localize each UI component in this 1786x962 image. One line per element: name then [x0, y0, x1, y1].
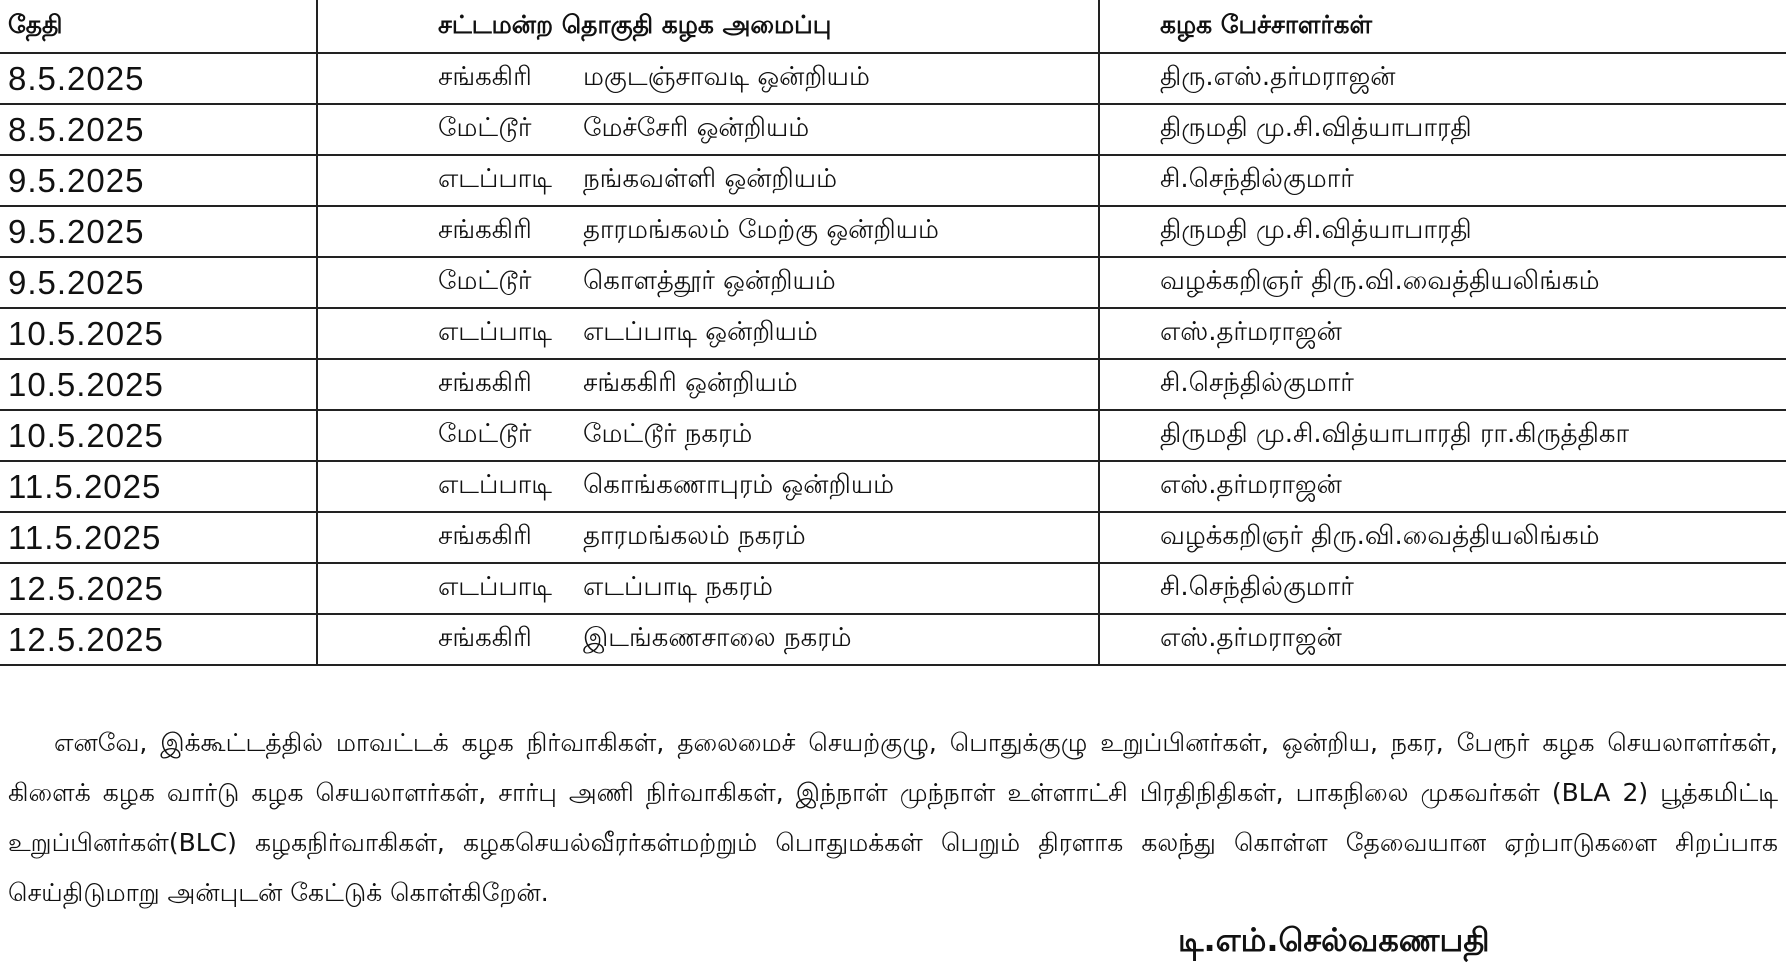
party-unit-name: எடப்பாடி நகரம்: [583, 572, 773, 602]
constituency-unit-cell: [317, 359, 1099, 410]
date-cell: 12.5.2025: [0, 563, 317, 614]
constituency-unit-cell: [317, 563, 1099, 614]
table-row: [0, 308, 1786, 359]
table-row: [0, 512, 1786, 563]
constituency-unit-cell: [317, 512, 1099, 563]
date-cell: 9.5.2025: [0, 257, 317, 308]
party-unit-name: எடப்பாடி ஒன்றியம்: [583, 317, 818, 347]
constituency-name: மேட்டூர்: [438, 266, 532, 296]
date-cell: 10.5.2025: [0, 308, 317, 359]
constituency-name: மேட்டூர்: [438, 419, 532, 449]
constituency-unit-cell: [317, 257, 1099, 308]
date-cell: 9.5.2025: [0, 155, 317, 206]
constituency-name: மேட்டூர்: [438, 113, 532, 143]
table-row: [0, 461, 1786, 512]
constituency-name: எடப்பாடி: [438, 470, 552, 500]
table-row: [0, 206, 1786, 257]
header-constituency-unit: சட்டமன்ற தொகுதி கழக அமைப்பு: [317, 0, 1099, 53]
header-date: தேதி: [0, 0, 317, 53]
date-cell: 10.5.2025: [0, 410, 317, 461]
table-header-row: [0, 0, 1786, 53]
speaker-cell: எஸ்.தர்மராஜன்: [1099, 308, 1786, 359]
speaker-cell: சி.செந்தில்குமார்: [1099, 359, 1786, 410]
party-unit-name: கொளத்தூர் ஒன்றியம்: [583, 266, 836, 296]
table-row: [0, 563, 1786, 614]
speaker-cell: எஸ்.தர்மராஜன்: [1099, 614, 1786, 665]
constituency-name: எடப்பாடி: [438, 164, 552, 194]
date-cell: 11.5.2025: [0, 461, 317, 512]
date-cell: 12.5.2025: [0, 614, 317, 665]
table-row: [0, 104, 1786, 155]
constituency-unit-cell: [317, 614, 1099, 665]
party-unit-name: தாரமங்கலம் மேற்கு ஒன்றியம்: [583, 215, 939, 245]
table-row: [0, 410, 1786, 461]
date-cell: 8.5.2025: [0, 104, 317, 155]
constituency-unit-cell: [317, 206, 1099, 257]
date-cell: 8.5.2025: [0, 53, 317, 104]
speaker-cell: திரு.எஸ்.தர்மராஜன்: [1099, 53, 1786, 104]
table-body: [0, 53, 1786, 665]
constituency-unit-cell: [317, 410, 1099, 461]
constituency-unit-cell: [317, 104, 1099, 155]
constituency-unit-cell: [317, 308, 1099, 359]
constituency-name: எடப்பாடி: [438, 572, 552, 602]
table-row: [0, 155, 1786, 206]
date-cell: 11.5.2025: [0, 512, 317, 563]
party-unit-name: இடங்கணசாலை நகரம்: [583, 623, 852, 653]
party-unit-name: சங்ககிரி ஒன்றியம்: [583, 368, 798, 398]
speaker-cell: எஸ்.தர்மராஜன்: [1099, 461, 1786, 512]
constituency-name: சங்ககிரி: [438, 623, 532, 653]
constituency-name: சங்ககிரி: [438, 368, 532, 398]
speaker-cell: சி.செந்தில்குமார்: [1099, 563, 1786, 614]
constituency-name: சங்ககிரி: [438, 215, 532, 245]
date-cell: 10.5.2025: [0, 359, 317, 410]
party-unit-name: தாரமங்கலம் நகரம்: [583, 521, 806, 551]
speaker-cell: திருமதி மு.சி.வித்யாபாரதி: [1099, 104, 1786, 155]
constituency-unit-cell: [317, 461, 1099, 512]
header-speakers: கழக பேச்சாளர்கள்: [1099, 0, 1786, 53]
constituency-unit-cell: [317, 155, 1099, 206]
party-unit-name: மகுடஞ்சாவடி ஒன்றியம்: [583, 62, 870, 92]
closing-paragraph: எனவே, இக்கூட்டத்தில் மாவட்டக் கழக நிர்வாகிகள், தலைமைச் செயற்குழு, பொதுக்குழு உறுப்பினர்கள், ஒன்றிய, நகர, பேரூர் கழக செயலாளர்கள், கிளைக் கழக வார்டு கழக செயலாளர்கள், சார்பு அணி நிர்வாகிகள், இந்நாள் முந்நாள் உள்ளாட்சி பிரதிநிதிகள், பாகநிலை முகவர்கள் (BLA 2) பூத்கமிட்டி உறுப்பினர்கள்(BLC) கழகநிர்வாகிகள், கழகசெயல்வீரர்கள்மற்றும் பொதுமக்கள் பெறும் திரளாக கலந்து கொள்ள தேவையான ஏற்பாடுகளை சிறப்பாக செய்திடுமாறு அன்புடன் கேட்டுக் கொள்கிறேன்.: [8, 728, 1778, 907]
constituency-name: சங்ககிரி: [438, 521, 532, 551]
party-unit-name: நங்கவள்ளி ஒன்றியம்: [583, 164, 838, 194]
speaker-cell: திருமதி மு.சி.வித்யாபாரதி ரா.கிருத்திகா: [1099, 410, 1786, 461]
party-unit-name: மேட்டூர் நகரம்: [583, 419, 753, 449]
constituency-name: சங்ககிரி: [438, 62, 532, 92]
party-unit-name: கொங்கணாபுரம் ஒன்றியம்: [583, 470, 895, 500]
speaker-cell: வழக்கறிஞர் திரு.வி.வைத்தியலிங்கம்: [1099, 512, 1786, 563]
table-row: [0, 359, 1786, 410]
speaker-cell: திருமதி மு.சி.வித்யாபாரதி: [1099, 206, 1786, 257]
speaker-cell: வழக்கறிஞர் திரு.வி.வைத்தியலிங்கம்: [1099, 257, 1786, 308]
date-cell: 9.5.2025: [0, 206, 317, 257]
table-row: [0, 257, 1786, 308]
constituency-name: எடப்பாடி: [438, 317, 552, 347]
party-unit-name: மேச்சேரி ஒன்றியம்: [583, 113, 810, 143]
constituency-unit-cell: [317, 53, 1099, 104]
speaker-cell: சி.செந்தில்குமார்: [1099, 155, 1786, 206]
signature-name: டி.எம்.செல்வகணபதி: [1178, 921, 1490, 959]
table-row: [0, 53, 1786, 104]
table-row: [0, 614, 1786, 665]
